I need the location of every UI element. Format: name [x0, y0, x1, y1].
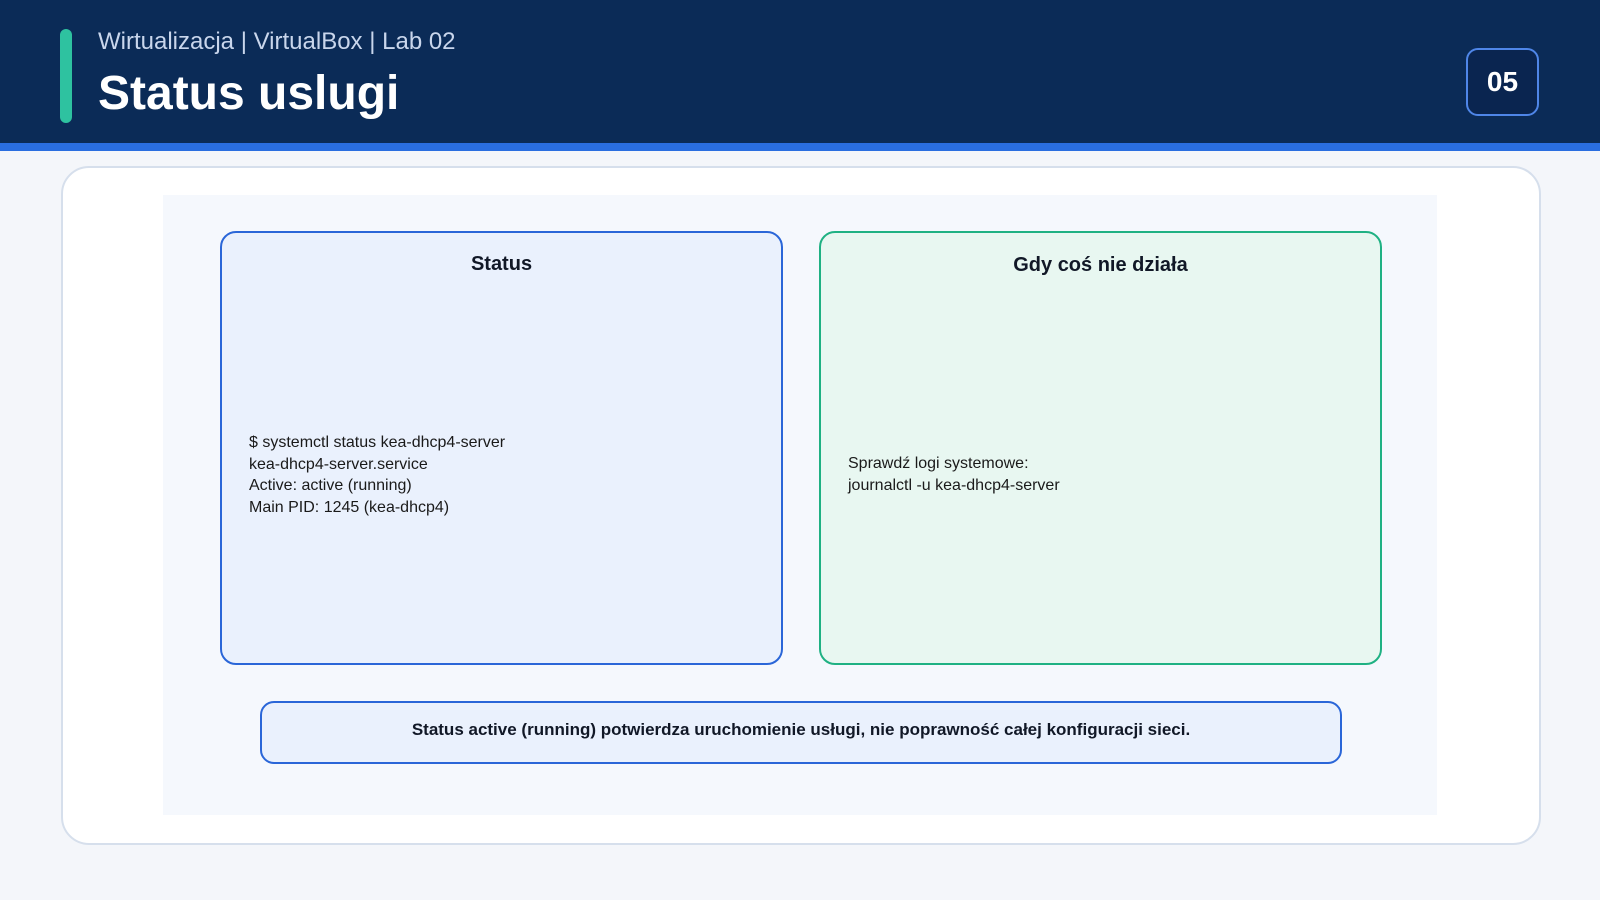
header-divider	[0, 143, 1600, 151]
code-line: $ systemctl status kea-dhcp4-server	[249, 434, 506, 451]
code-line: Main PID: 1245 (kea-dhcp4)	[249, 498, 450, 516]
code-line: Sprawdź logi systemowe:	[848, 455, 1029, 472]
code-line: journalctl -u kea-dhcp4-server	[848, 476, 1060, 494]
summary-note: Status active (running) potwierdza uruchomienie usługi, nie poprawność całej konfiguracji sieci.	[260, 701, 1342, 764]
status-panel	[220, 231, 783, 665]
troubleshoot-panel	[819, 231, 1382, 665]
status-command-output	[249, 432, 505, 518]
code-line: kea-dhcp4-server.service	[249, 455, 428, 473]
code-line: Active: active (running)	[249, 477, 412, 494]
slide-title: Status uslugi	[98, 67, 400, 120]
page-number-badge: 05	[1466, 48, 1539, 116]
troubleshoot-instructions	[848, 453, 1060, 496]
accent-bar	[60, 29, 72, 123]
slide-subtitle: Wirtualizacja | VirtualBox | Lab 02	[98, 28, 456, 55]
status-panel-heading: Status	[470, 253, 533, 275]
troubleshoot-panel-heading: Gdy coś nie działa	[1013, 254, 1188, 276]
